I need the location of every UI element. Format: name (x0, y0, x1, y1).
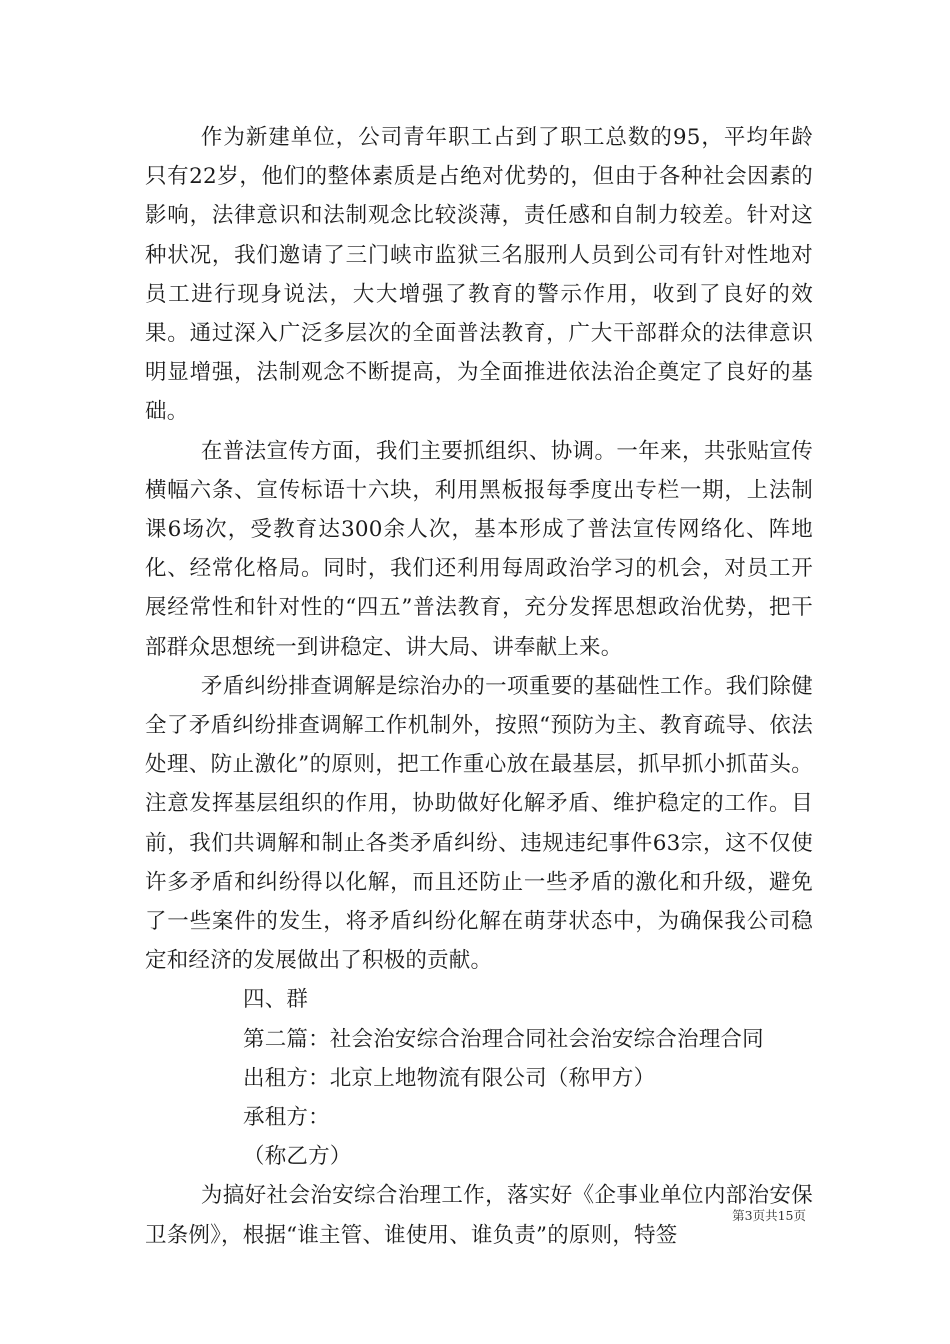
chapter-title: 第二篇：社会治安综合治理合同社会治安综合治理合同 (243, 1026, 764, 1052)
paragraph-workforce-education: 作为新建单位，公司青年职工占到了职工总数的95，平均年龄只有22岁，他们的整体素质是占绝对优势的，但由于各种社会因素的影响，法律意识和法制观念比较淡薄，责任感和自制力较差。针对这种状况，我们邀请了三门峡市监狱三名服刑人员到公司有针对性地对员工进行现身说法，大大增强了教育的警示作用，收到了良好的效果。通过深入广泛多层次的全面普法教育，广大干部群众的法律意识明显增强，法制观念不断提高，为全面推进依法治企奠定了良好的基础。 (145, 125, 813, 425)
page-number-footer: 第3页共15页 (732, 1208, 806, 1223)
section-heading: 四、群 (243, 987, 309, 1013)
lessor-line: 出租方：北京上地物流有限公司（称甲方） (243, 1065, 656, 1091)
paragraph-legal-publicity: 在普法宣传方面，我们主要抓组织、协调。一年来，共张贴宣传横幅六条、宣传标语十六块，利用黑板报每季度出专栏一期，上法制课6场次，受教育达300余人次，基本形成了普法宣传网络化、阵地化、经常化格局。同时，我们还利用每周政治学习的机会，对员工开展经常性和针对性的“四五”普法教育，充分发挥思想政治优势，把干部群众思想统一到讲稳定、讲大局、讲奉献上来。 (145, 438, 813, 660)
lessee-line: 承租方： (243, 1105, 330, 1131)
document-body (145, 118, 813, 1255)
lessee-note: （称乙方） (243, 1144, 352, 1170)
paragraph-dispute-mediation: 矛盾纠纷排查调解是综治办的一项重要的基础性工作。我们除健全了矛盾纠纷排查调解工作机制外，按照“预防为主、教育疏导、依法处理、防止激化”的原则，把工作重心放在最基层，抓早抓小抓苗头。注意发挥基层组织的作用，协助做好化解矛盾、维护稳定的工作。目前，我们共调解和制止各类矛盾纠纷、违规违纪事件63宗，这不仅使许多矛盾和纠纷得以化解，而且还防止一些矛盾的激化和升级，避免了一些案件的发生，将矛盾纠纷化解在萌芽状态中，为确保我公司稳定和经济的发展做出了积极的贡献。 (145, 673, 813, 974)
paragraph-contract-intro: 为搞好社会治安综合治理工作，落实好《企事业单位内部治安保卫条例》，根据“谁主管、谁使用、谁负责”的原则，特签 (145, 1183, 813, 1248)
